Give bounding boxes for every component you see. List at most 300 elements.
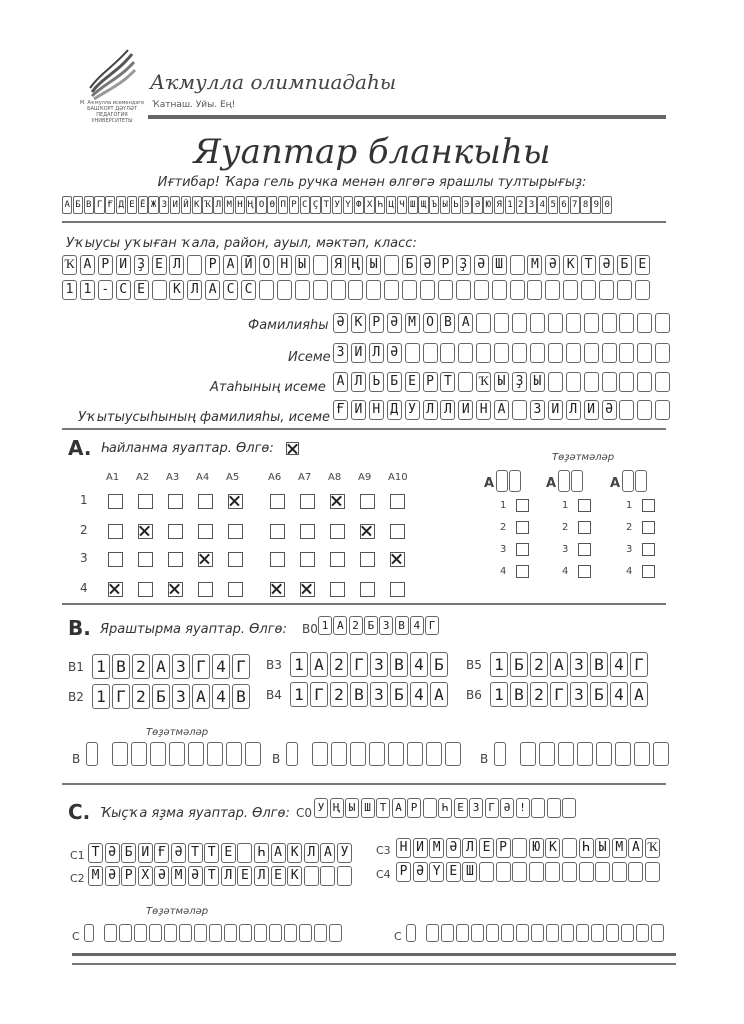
- answer-c4-cell[interactable]: [479, 862, 494, 882]
- location-line2-cell[interactable]: [402, 280, 417, 300]
- location-line1-cell[interactable]: Ә: [420, 255, 435, 275]
- location-line2-cell[interactable]: [348, 280, 363, 300]
- answer-c1-cell[interactable]: Т: [88, 843, 103, 863]
- answer-c2-cell[interactable]: Л: [254, 866, 269, 886]
- answer-b3-cell[interactable]: 4: [410, 652, 428, 677]
- answer-b4-cell[interactable]: Г: [310, 682, 328, 707]
- answer-c4-cell[interactable]: [579, 862, 594, 882]
- correction-answer-cell[interactable]: [426, 742, 442, 766]
- correction-answer-cell[interactable]: [636, 924, 649, 942]
- name-cell[interactable]: Ә: [387, 343, 402, 363]
- answer-checkbox[interactable]: [270, 524, 285, 539]
- answer-checkbox[interactable]: [228, 524, 243, 539]
- correction-answer-cell[interactable]: [577, 742, 593, 766]
- teacher-cell[interactable]: У: [405, 400, 420, 420]
- answer-b6-cell[interactable]: 1: [490, 682, 508, 707]
- surname-cell[interactable]: О: [423, 313, 438, 333]
- teacher-cell[interactable]: Н: [476, 400, 491, 420]
- answer-c2-cell[interactable]: Ә: [105, 866, 120, 886]
- correction-number-cell[interactable]: [406, 924, 416, 942]
- answer-c3-cell[interactable]: Һ: [579, 838, 594, 858]
- surname-cell[interactable]: Ә: [387, 313, 402, 333]
- answer-c4-cell[interactable]: [612, 862, 627, 882]
- correction-answer-cell[interactable]: [486, 924, 499, 942]
- correction-answer-cell[interactable]: [634, 742, 650, 766]
- location-line2-cell[interactable]: [366, 280, 381, 300]
- correction-answer-cell[interactable]: [331, 742, 347, 766]
- location-line1-cell[interactable]: Й: [241, 255, 256, 275]
- teacher-cell[interactable]: И: [351, 400, 366, 420]
- answer-checkbox[interactable]: [168, 582, 183, 597]
- answer-c2-cell[interactable]: М: [88, 866, 103, 886]
- answer-c3-cell[interactable]: Р: [496, 838, 511, 858]
- patronymic-cell[interactable]: А: [333, 372, 348, 392]
- answer-c2-cell[interactable]: [337, 866, 352, 886]
- answer-c2-cell[interactable]: Ә: [154, 866, 169, 886]
- correction-answer-cell[interactable]: [119, 924, 132, 942]
- location-line1-cell[interactable]: Ш: [492, 255, 507, 275]
- correction-answer-cell[interactable]: [329, 924, 342, 942]
- answer-b4-cell[interactable]: В: [350, 682, 368, 707]
- teacher-cell[interactable]: [619, 400, 634, 420]
- correction-answer-cell[interactable]: [131, 742, 147, 766]
- surname-cell[interactable]: М: [405, 313, 420, 333]
- patronymic-cell[interactable]: [655, 372, 670, 392]
- location-line1-cell[interactable]: А: [80, 255, 95, 275]
- correction-answer-cell[interactable]: [516, 924, 529, 942]
- answer-c4-cell[interactable]: [595, 862, 610, 882]
- answer-c3-cell[interactable]: М: [612, 838, 627, 858]
- answer-b2-cell[interactable]: А: [192, 684, 210, 709]
- correction-answer-cell[interactable]: [164, 924, 177, 942]
- correction-answer-cell[interactable]: [299, 924, 312, 942]
- correction-answer-cell[interactable]: [426, 924, 439, 942]
- correction-answer-cell[interactable]: [194, 924, 207, 942]
- answer-b2-cell[interactable]: Г: [112, 684, 130, 709]
- location-line1-cell[interactable]: Я: [331, 255, 346, 275]
- patronymic-cell[interactable]: Е: [405, 372, 420, 392]
- answer-checkbox[interactable]: [270, 552, 285, 567]
- answer-checkbox[interactable]: [390, 582, 405, 597]
- answer-checkbox[interactable]: [330, 552, 345, 567]
- answer-checkbox[interactable]: [228, 494, 243, 509]
- correction-number-cell[interactable]: [622, 470, 634, 492]
- answer-b6-cell[interactable]: А: [630, 682, 648, 707]
- teacher-cell[interactable]: И: [548, 400, 563, 420]
- patronymic-cell[interactable]: Т: [440, 372, 455, 392]
- answer-c3-cell[interactable]: И: [413, 838, 428, 858]
- answer-c1-cell[interactable]: Ә: [171, 843, 186, 863]
- name-cell[interactable]: Л: [369, 343, 384, 363]
- patronymic-cell[interactable]: [619, 372, 634, 392]
- answer-c4-cell[interactable]: [562, 862, 577, 882]
- answer-b1-cell[interactable]: 2: [132, 654, 150, 679]
- location-line2-cell[interactable]: -: [98, 280, 113, 300]
- answer-c4-cell[interactable]: Р: [396, 862, 411, 882]
- answer-checkbox[interactable]: [330, 582, 345, 597]
- location-line1-cell[interactable]: Р: [98, 255, 113, 275]
- location-line2-cell[interactable]: [295, 280, 310, 300]
- correction-answer-cell[interactable]: [653, 742, 669, 766]
- correction-checkbox[interactable]: [642, 499, 655, 512]
- answer-c3-cell[interactable]: [512, 838, 527, 858]
- location-line1-cell[interactable]: Ә: [599, 255, 614, 275]
- location-line1-cell[interactable]: Б: [402, 255, 417, 275]
- answer-c3-cell[interactable]: [562, 838, 577, 858]
- answer-c4-cell[interactable]: Ә: [413, 862, 428, 882]
- answer-checkbox[interactable]: [390, 552, 405, 567]
- correction-checkbox[interactable]: [642, 565, 655, 578]
- patronymic-cell[interactable]: Б: [387, 372, 402, 392]
- answer-checkbox[interactable]: [198, 494, 213, 509]
- location-line1-cell[interactable]: Ы: [366, 255, 381, 275]
- answer-checkbox[interactable]: [300, 494, 315, 509]
- answer-c3-cell[interactable]: Ҡ: [645, 838, 660, 858]
- answer-c1-cell[interactable]: К: [287, 843, 302, 863]
- name-cell[interactable]: [530, 343, 545, 363]
- location-line1-cell[interactable]: [313, 255, 328, 275]
- location-line2-cell[interactable]: [492, 280, 507, 300]
- answer-checkbox[interactable]: [168, 494, 183, 509]
- location-line1-cell[interactable]: [187, 255, 202, 275]
- name-cell[interactable]: [476, 343, 491, 363]
- answer-c3-cell[interactable]: Ы: [595, 838, 610, 858]
- correction-answer-cell[interactable]: [350, 742, 366, 766]
- surname-cell[interactable]: [566, 313, 581, 333]
- correction-answer-cell[interactable]: [388, 742, 404, 766]
- correction-answer-cell[interactable]: [224, 924, 237, 942]
- location-line2-cell[interactable]: [456, 280, 471, 300]
- correction-answer-cell[interactable]: [407, 742, 423, 766]
- answer-c1-cell[interactable]: [237, 843, 252, 863]
- location-line1-cell[interactable]: Е: [152, 255, 167, 275]
- correction-answer-cell[interactable]: [226, 742, 242, 766]
- location-line1-cell[interactable]: Ң: [348, 255, 363, 275]
- answer-c3-cell[interactable]: Ә: [446, 838, 461, 858]
- location-line1-cell[interactable]: [510, 255, 525, 275]
- answer-b6-cell[interactable]: 4: [610, 682, 628, 707]
- correction-answer-cell[interactable]: [149, 924, 162, 942]
- answer-c2-cell[interactable]: Р: [121, 866, 136, 886]
- location-line2-cell[interactable]: С: [223, 280, 238, 300]
- teacher-cell[interactable]: Д: [387, 400, 402, 420]
- patronymic-cell[interactable]: Л: [351, 372, 366, 392]
- answer-b5-cell[interactable]: Б: [510, 652, 528, 677]
- name-cell[interactable]: [619, 343, 634, 363]
- correction-checkbox[interactable]: [578, 499, 591, 512]
- correction-checkbox[interactable]: [516, 499, 529, 512]
- location-line2-cell[interactable]: 1: [80, 280, 95, 300]
- patronymic-cell[interactable]: [584, 372, 599, 392]
- correction-answer-cell[interactable]: [269, 924, 282, 942]
- name-cell[interactable]: [637, 343, 652, 363]
- location-line1-cell[interactable]: А: [223, 255, 238, 275]
- location-line2-cell[interactable]: Е: [134, 280, 149, 300]
- correction-number-cell[interactable]: [494, 742, 506, 766]
- answer-b1-cell[interactable]: 3: [172, 654, 190, 679]
- correction-answer-cell[interactable]: [245, 742, 261, 766]
- teacher-cell[interactable]: З: [530, 400, 545, 420]
- answer-c1-cell[interactable]: Т: [188, 843, 203, 863]
- correction-number-cell[interactable]: [84, 924, 94, 942]
- answer-checkbox[interactable]: [300, 582, 315, 597]
- correction-checkbox[interactable]: [642, 521, 655, 534]
- correction-number-cell[interactable]: [496, 470, 508, 492]
- correction-answer-cell[interactable]: [369, 742, 385, 766]
- answer-c1-cell[interactable]: И: [138, 843, 153, 863]
- correction-answer-cell[interactable]: [209, 924, 222, 942]
- answer-b6-cell[interactable]: 3: [570, 682, 588, 707]
- location-line2-cell[interactable]: [581, 280, 596, 300]
- correction-checkbox[interactable]: [578, 521, 591, 534]
- answer-checkbox[interactable]: [360, 524, 375, 539]
- location-line1-cell[interactable]: Т: [581, 255, 596, 275]
- answer-checkbox[interactable]: [360, 582, 375, 597]
- correction-answer-cell[interactable]: [596, 742, 612, 766]
- answer-b5-cell[interactable]: В: [590, 652, 608, 677]
- correction-answer-cell[interactable]: [445, 742, 461, 766]
- surname-cell[interactable]: [602, 313, 617, 333]
- correction-answer-cell[interactable]: [621, 924, 634, 942]
- name-cell[interactable]: [458, 343, 473, 363]
- answer-checkbox[interactable]: [270, 582, 285, 597]
- correction-number-cell[interactable]: [635, 470, 647, 492]
- answer-c1-cell[interactable]: А: [271, 843, 286, 863]
- answer-c3-cell[interactable]: К: [545, 838, 560, 858]
- correction-checkbox[interactable]: [642, 543, 655, 556]
- location-line1-cell[interactable]: О: [259, 255, 274, 275]
- correction-answer-cell[interactable]: [188, 742, 204, 766]
- location-line2-cell[interactable]: [635, 280, 650, 300]
- answer-b6-cell[interactable]: В: [510, 682, 528, 707]
- name-cell[interactable]: [440, 343, 455, 363]
- correction-answer-cell[interactable]: [207, 742, 223, 766]
- answer-b2-cell[interactable]: 1: [92, 684, 110, 709]
- answer-checkbox[interactable]: [198, 552, 213, 567]
- correction-answer-cell[interactable]: [615, 742, 631, 766]
- correction-answer-cell[interactable]: [606, 924, 619, 942]
- surname-cell[interactable]: [530, 313, 545, 333]
- answer-b3-cell[interactable]: 1: [290, 652, 308, 677]
- answer-c1-cell[interactable]: Е: [221, 843, 236, 863]
- location-line2-cell[interactable]: [545, 280, 560, 300]
- location-line1-cell[interactable]: К: [563, 255, 578, 275]
- answer-b4-cell[interactable]: 4: [410, 682, 428, 707]
- surname-cell[interactable]: [494, 313, 509, 333]
- name-cell[interactable]: [423, 343, 438, 363]
- answer-checkbox[interactable]: [300, 524, 315, 539]
- correction-number-cell[interactable]: [571, 470, 583, 492]
- answer-b3-cell[interactable]: Г: [350, 652, 368, 677]
- correction-answer-cell[interactable]: [531, 924, 544, 942]
- answer-b4-cell[interactable]: Б: [390, 682, 408, 707]
- teacher-cell[interactable]: [512, 400, 527, 420]
- location-line2-cell[interactable]: [384, 280, 399, 300]
- location-line1-cell[interactable]: Р: [205, 255, 220, 275]
- answer-c4-cell[interactable]: [628, 862, 643, 882]
- location-line2-cell[interactable]: [152, 280, 167, 300]
- answer-checkbox[interactable]: [300, 552, 315, 567]
- answer-b1-cell[interactable]: В: [112, 654, 130, 679]
- answer-c1-cell[interactable]: Б: [121, 843, 136, 863]
- teacher-cell[interactable]: Л: [423, 400, 438, 420]
- location-line1-cell[interactable]: Л: [169, 255, 184, 275]
- answer-c2-cell[interactable]: М: [171, 866, 186, 886]
- answer-b2-cell[interactable]: 4: [212, 684, 230, 709]
- location-line2-cell[interactable]: [474, 280, 489, 300]
- correction-answer-cell[interactable]: [591, 924, 604, 942]
- answer-checkbox[interactable]: [108, 524, 123, 539]
- answer-c3-cell[interactable]: Н: [396, 838, 411, 858]
- answer-b2-cell[interactable]: Б: [152, 684, 170, 709]
- answer-b3-cell[interactable]: А: [310, 652, 328, 677]
- patronymic-cell[interactable]: Ы: [530, 372, 545, 392]
- correction-answer-cell[interactable]: [558, 742, 574, 766]
- name-cell[interactable]: [602, 343, 617, 363]
- location-line1-cell[interactable]: Ҙ: [134, 255, 149, 275]
- name-cell[interactable]: [566, 343, 581, 363]
- teacher-cell[interactable]: Л: [440, 400, 455, 420]
- location-line2-cell[interactable]: С: [241, 280, 256, 300]
- correction-answer-cell[interactable]: [314, 924, 327, 942]
- surname-cell[interactable]: [619, 313, 634, 333]
- answer-c4-cell[interactable]: Ү: [429, 862, 444, 882]
- location-line1-cell[interactable]: Е: [635, 255, 650, 275]
- answer-c2-cell[interactable]: К: [287, 866, 302, 886]
- correction-answer-cell[interactable]: [546, 924, 559, 942]
- answer-c1-cell[interactable]: У: [337, 843, 352, 863]
- answer-c1-cell[interactable]: Ғ: [154, 843, 169, 863]
- correction-answer-cell[interactable]: [651, 924, 664, 942]
- location-line2-cell[interactable]: [420, 280, 435, 300]
- correction-answer-cell[interactable]: [179, 924, 192, 942]
- answer-c4-cell[interactable]: Ш: [462, 862, 477, 882]
- correction-answer-cell[interactable]: [169, 742, 185, 766]
- correction-checkbox[interactable]: [516, 543, 529, 556]
- location-line2-cell[interactable]: [277, 280, 292, 300]
- answer-b3-cell[interactable]: 3: [370, 652, 388, 677]
- location-line1-cell[interactable]: Ә: [545, 255, 560, 275]
- location-line1-cell[interactable]: Ә: [474, 255, 489, 275]
- correction-checkbox[interactable]: [578, 543, 591, 556]
- answer-c3-cell[interactable]: А: [628, 838, 643, 858]
- answer-b4-cell[interactable]: 2: [330, 682, 348, 707]
- teacher-cell[interactable]: А: [494, 400, 509, 420]
- location-line1-cell[interactable]: Ҙ: [456, 255, 471, 275]
- answer-checkbox[interactable]: [198, 524, 213, 539]
- location-line2-cell[interactable]: [527, 280, 542, 300]
- correction-answer-cell[interactable]: [134, 924, 147, 942]
- location-line2-cell[interactable]: [563, 280, 578, 300]
- correction-checkbox[interactable]: [516, 521, 529, 534]
- location-line2-cell[interactable]: [438, 280, 453, 300]
- correction-answer-cell[interactable]: [239, 924, 252, 942]
- surname-cell[interactable]: [637, 313, 652, 333]
- surname-cell[interactable]: А: [458, 313, 473, 333]
- answer-b5-cell[interactable]: 2: [530, 652, 548, 677]
- location-line1-cell[interactable]: [384, 255, 399, 275]
- answer-checkbox[interactable]: [330, 494, 345, 509]
- correction-answer-cell[interactable]: [501, 924, 514, 942]
- correction-answer-cell[interactable]: [576, 924, 589, 942]
- location-line1-cell[interactable]: Ҡ: [62, 255, 77, 275]
- location-line2-cell[interactable]: [313, 280, 328, 300]
- answer-b4-cell[interactable]: 1: [290, 682, 308, 707]
- location-line2-cell[interactable]: К: [169, 280, 184, 300]
- surname-cell[interactable]: [548, 313, 563, 333]
- answer-checkbox[interactable]: [228, 582, 243, 597]
- teacher-cell[interactable]: Н: [369, 400, 384, 420]
- answer-c2-cell[interactable]: Е: [237, 866, 252, 886]
- answer-checkbox[interactable]: [108, 552, 123, 567]
- location-line2-cell[interactable]: [599, 280, 614, 300]
- patronymic-cell[interactable]: Ы: [494, 372, 509, 392]
- answer-c1-cell[interactable]: Т: [204, 843, 219, 863]
- location-line2-cell[interactable]: С: [116, 280, 131, 300]
- answer-checkbox[interactable]: [168, 552, 183, 567]
- name-cell[interactable]: [494, 343, 509, 363]
- answer-checkbox[interactable]: [330, 524, 345, 539]
- answer-checkbox[interactable]: [138, 552, 153, 567]
- answer-c2-cell[interactable]: Е: [271, 866, 286, 886]
- answer-c4-cell[interactable]: [512, 862, 527, 882]
- correction-number-cell[interactable]: [286, 742, 298, 766]
- answer-c4-cell[interactable]: [645, 862, 660, 882]
- patronymic-cell[interactable]: Ь: [369, 372, 384, 392]
- answer-c2-cell[interactable]: Т: [204, 866, 219, 886]
- teacher-cell[interactable]: И: [458, 400, 473, 420]
- correction-answer-cell[interactable]: [150, 742, 166, 766]
- location-line2-cell[interactable]: 1: [62, 280, 77, 300]
- patronymic-cell[interactable]: Ҙ: [512, 372, 527, 392]
- location-line2-cell[interactable]: [617, 280, 632, 300]
- answer-b5-cell[interactable]: 4: [610, 652, 628, 677]
- answer-checkbox[interactable]: [390, 494, 405, 509]
- answer-b1-cell[interactable]: 4: [212, 654, 230, 679]
- answer-b6-cell[interactable]: 2: [530, 682, 548, 707]
- answer-c3-cell[interactable]: Е: [479, 838, 494, 858]
- answer-c3-cell[interactable]: Ю: [529, 838, 544, 858]
- answer-b6-cell[interactable]: Б: [590, 682, 608, 707]
- surname-cell[interactable]: [655, 313, 670, 333]
- answer-checkbox[interactable]: [228, 552, 243, 567]
- patronymic-cell[interactable]: [566, 372, 581, 392]
- patronymic-cell[interactable]: Р: [423, 372, 438, 392]
- correction-answer-cell[interactable]: [254, 924, 267, 942]
- surname-cell[interactable]: В: [440, 313, 455, 333]
- location-line1-cell[interactable]: Р: [438, 255, 453, 275]
- answer-b4-cell[interactable]: А: [430, 682, 448, 707]
- patronymic-cell[interactable]: Ҡ: [476, 372, 491, 392]
- surname-cell[interactable]: Ә: [333, 313, 348, 333]
- location-line1-cell[interactable]: М: [527, 255, 542, 275]
- teacher-cell[interactable]: Ә: [602, 400, 617, 420]
- answer-c2-cell[interactable]: Ә: [188, 866, 203, 886]
- answer-checkbox[interactable]: [270, 494, 285, 509]
- surname-cell[interactable]: [584, 313, 599, 333]
- surname-cell[interactable]: Р: [369, 313, 384, 333]
- location-line1-cell[interactable]: И: [116, 255, 131, 275]
- name-cell[interactable]: [405, 343, 420, 363]
- answer-b6-cell[interactable]: Г: [550, 682, 568, 707]
- answer-b5-cell[interactable]: 3: [570, 652, 588, 677]
- answer-checkbox[interactable]: [198, 582, 213, 597]
- correction-answer-cell[interactable]: [441, 924, 454, 942]
- answer-c2-cell[interactable]: [304, 866, 319, 886]
- teacher-cell[interactable]: И: [584, 400, 599, 420]
- answer-b2-cell[interactable]: 2: [132, 684, 150, 709]
- name-cell[interactable]: И: [351, 343, 366, 363]
